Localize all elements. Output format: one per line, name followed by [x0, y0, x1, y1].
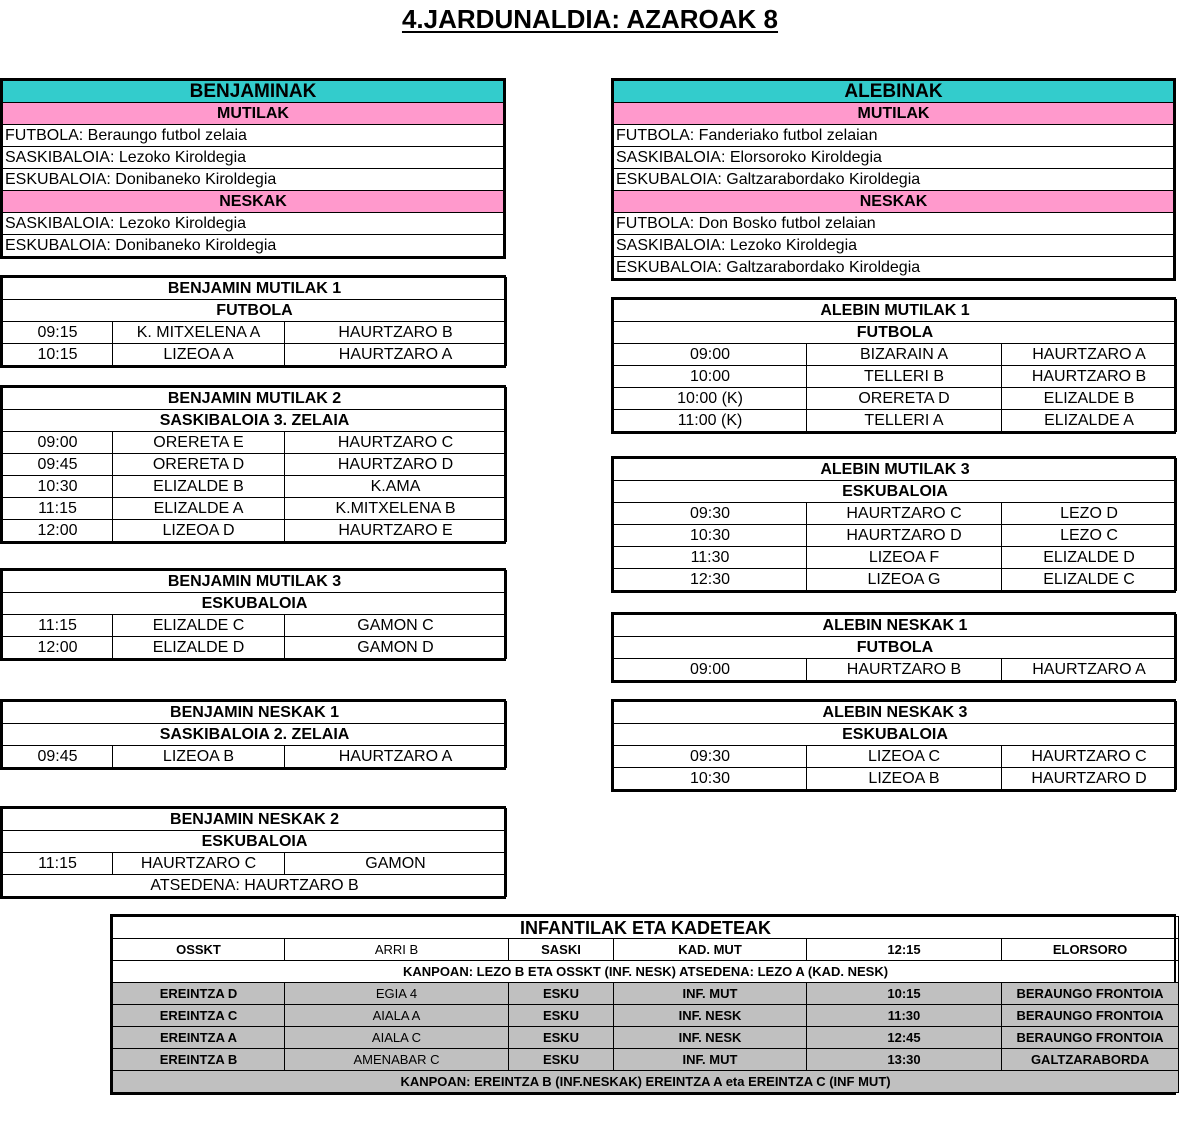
- match-cell: 11:30: [614, 547, 807, 569]
- inf-cell: SASKI: [509, 939, 614, 961]
- match-cell: GAMON: [285, 853, 507, 875]
- inf-cell: EREINTZA A: [113, 1027, 285, 1049]
- table-row: [3, 637, 507, 659]
- match-cell: K. MITXELENA A: [113, 322, 285, 344]
- venue-row: SASKIBALOIA: Elorsoroko Kiroldegia: [614, 147, 1174, 169]
- table-row: [614, 569, 1177, 591]
- venue-row: FUTBOLA: Beraungo futbol zelaia: [3, 125, 504, 147]
- group-benjamin-mutilak-3: [0, 568, 506, 661]
- alebinak-neskak-label: NESKAK: [614, 191, 1174, 213]
- match-cell: HAURTZARO B: [807, 659, 1002, 681]
- group-sport: FUTBOLA: [614, 637, 1177, 659]
- group-note: ATSEDENA: HAURTZARO B: [3, 875, 507, 897]
- infantilak-header-row: [113, 939, 1179, 961]
- match-cell: 11:15: [3, 853, 113, 875]
- match-cell: ELIZALDE B: [1002, 388, 1177, 410]
- match-cell: 10:30: [614, 768, 807, 790]
- match-cell: HAURTZARO B: [1002, 366, 1177, 388]
- inf-cell: 11:30: [807, 1005, 1002, 1027]
- table-row: [3, 322, 507, 344]
- inf-cell: AIALA C: [285, 1027, 509, 1049]
- infantilak-note-2: KANPOAN: EREINTZA B (INF.NESKAK) EREINTZA A eta EREINTZA C (INF MUT): [113, 1071, 1179, 1093]
- match-cell: LIZEOA F: [807, 547, 1002, 569]
- table-row: [3, 454, 507, 476]
- group-alebin-neskak-3: [611, 699, 1176, 792]
- table-row: [614, 768, 1177, 790]
- group-alebin-mutilak-3: [611, 456, 1176, 593]
- match-cell: LIZEOA A: [113, 344, 285, 366]
- table-row: [3, 615, 507, 637]
- alebinak-header: ALEBINAK: [614, 81, 1174, 103]
- match-cell: 10:00: [614, 366, 807, 388]
- match-cell: HAURTZARO C: [285, 432, 507, 454]
- table-row: [614, 503, 1177, 525]
- infantilak-note-1: KANPOAN: LEZO B ETA OSSKT (INF. NESK) ATSEDENA: LEZO A (KAD. NESK): [113, 961, 1179, 983]
- group-title: BENJAMIN MUTILAK 2: [3, 388, 507, 410]
- group-sport: FUTBOLA: [3, 300, 507, 322]
- benjaminak-neskak-label: NESKAK: [3, 191, 504, 213]
- table-row: [614, 659, 1177, 681]
- inf-cell: 12:15: [807, 939, 1002, 961]
- alebinak-venues: [611, 78, 1176, 281]
- match-cell: LIZEOA B: [807, 768, 1002, 790]
- group-sport: ESKUBALOIA: [3, 831, 507, 853]
- inf-cell: INF. MUT: [614, 983, 807, 1005]
- match-cell: HAURTZARO E: [285, 520, 507, 542]
- match-cell: ELIZALDE D: [113, 637, 285, 659]
- table-row: [3, 498, 507, 520]
- inf-cell: EGIA 4: [285, 983, 509, 1005]
- match-cell: HAURTZARO B: [285, 322, 507, 344]
- table-row: [113, 1049, 1179, 1071]
- match-cell: LEZO D: [1002, 503, 1177, 525]
- venue-row: SASKIBALOIA: Lezoko Kiroldegia: [3, 147, 504, 169]
- group-title: BENJAMIN NESKAK 1: [3, 702, 507, 724]
- match-cell: ORERETA D: [807, 388, 1002, 410]
- table-row: [3, 853, 507, 875]
- benjaminak-mutilak-label: MUTILAK: [3, 103, 504, 125]
- match-cell: HAURTZARO A: [1002, 659, 1177, 681]
- match-cell: 10:30: [614, 525, 807, 547]
- table-row: [614, 746, 1177, 768]
- inf-cell: BERAUNGO FRONTOIA: [1002, 1005, 1179, 1027]
- match-cell: 09:00: [614, 659, 807, 681]
- venue-row: SASKIBALOIA: Lezoko Kiroldegia: [614, 235, 1174, 257]
- group-sport: SASKIBALOIA 2. ZELAIA: [3, 724, 507, 746]
- table-row: [614, 410, 1177, 432]
- inf-cell: ESKU: [509, 983, 614, 1005]
- inf-cell: 13:30: [807, 1049, 1002, 1071]
- match-cell: 10:00 (K): [614, 388, 807, 410]
- group-sport: ESKUBALOIA: [3, 593, 507, 615]
- group-title: BENJAMIN MUTILAK 3: [3, 571, 507, 593]
- group-title: ALEBIN MUTILAK 1: [614, 300, 1177, 322]
- inf-cell: INF. NESK: [614, 1027, 807, 1049]
- match-cell: LIZEOA G: [807, 569, 1002, 591]
- inf-cell: GALTZARABORDA: [1002, 1049, 1179, 1071]
- match-cell: 10:15: [3, 344, 113, 366]
- match-cell: 10:30: [3, 476, 113, 498]
- group-sport: FUTBOLA: [614, 322, 1177, 344]
- match-cell: LIZEOA D: [113, 520, 285, 542]
- match-cell: 11:15: [3, 615, 113, 637]
- match-cell: LIZEOA C: [807, 746, 1002, 768]
- infantilak-table: [110, 914, 1176, 1095]
- match-cell: 12:00: [3, 637, 113, 659]
- match-cell: TELLERI B: [807, 366, 1002, 388]
- alebinak-mutilak-label: MUTILAK: [614, 103, 1174, 125]
- table-row: [614, 366, 1177, 388]
- group-benjamin-neskak-1: [0, 699, 506, 770]
- inf-cell: 10:15: [807, 983, 1002, 1005]
- inf-cell: ESKU: [509, 1027, 614, 1049]
- inf-cell: BERAUNGO FRONTOIA: [1002, 983, 1179, 1005]
- match-cell: HAURTZARO D: [285, 454, 507, 476]
- match-cell: ORERETA E: [113, 432, 285, 454]
- infantilak-title: INFANTILAK ETA KADETEAK: [113, 917, 1179, 939]
- inf-cell: AMENABAR C: [285, 1049, 509, 1071]
- table-row: [113, 1005, 1179, 1027]
- group-alebin-neskak-1: [611, 612, 1176, 683]
- match-cell: ELIZALDE C: [113, 615, 285, 637]
- match-cell: K.AMA: [285, 476, 507, 498]
- table-row: [3, 520, 507, 542]
- venue-row: SASKIBALOIA: Lezoko Kiroldegia: [3, 213, 504, 235]
- match-cell: 09:30: [614, 746, 807, 768]
- inf-cell: BERAUNGO FRONTOIA: [1002, 1027, 1179, 1049]
- venue-row: ESKUBALOIA: Galtzarabordako Kiroldegia: [614, 169, 1174, 191]
- group-sport: ESKUBALOIA: [614, 724, 1177, 746]
- inf-cell: KAD. MUT: [614, 939, 807, 961]
- table-row: [3, 344, 507, 366]
- match-cell: HAURTZARO C: [1002, 746, 1177, 768]
- group-alebin-mutilak-1: [611, 297, 1176, 434]
- page-title: 4.JARDUNALDIA: AZAROAK 8: [401, 4, 779, 34]
- benjaminak-venues: [0, 78, 506, 259]
- group-benjamin-neskak-2: [0, 806, 506, 899]
- match-cell: GAMON C: [285, 615, 507, 637]
- table-row: [113, 983, 1179, 1005]
- inf-cell: INF. MUT: [614, 1049, 807, 1071]
- match-cell: 09:45: [3, 454, 113, 476]
- match-cell: ELIZALDE C: [1002, 569, 1177, 591]
- match-cell: 09:30: [614, 503, 807, 525]
- venue-row: ESKUBALOIA: Donibaneko Kiroldegia: [3, 235, 504, 257]
- inf-cell: AIALA A: [285, 1005, 509, 1027]
- match-cell: ELIZALDE B: [113, 476, 285, 498]
- match-cell: ELIZALDE D: [1002, 547, 1177, 569]
- match-cell: HAURTZARO D: [807, 525, 1002, 547]
- table-row: [3, 432, 507, 454]
- table-row: [614, 547, 1177, 569]
- match-cell: GAMON D: [285, 637, 507, 659]
- table-row: [614, 344, 1177, 366]
- match-cell: ELIZALDE A: [113, 498, 285, 520]
- match-cell: HAURTZARO D: [1002, 768, 1177, 790]
- table-row: [614, 525, 1177, 547]
- match-cell: 11:00 (K): [614, 410, 807, 432]
- match-cell: HAURTZARO C: [113, 853, 285, 875]
- group-benjamin-mutilak-1: [0, 275, 506, 368]
- group-sport: ESKUBALOIA: [614, 481, 1177, 503]
- table-row: [3, 476, 507, 498]
- match-cell: LIZEOA B: [113, 746, 285, 768]
- inf-cell: EREINTZA D: [113, 983, 285, 1005]
- table-row: [113, 1027, 1179, 1049]
- match-cell: BIZARAIN A: [807, 344, 1002, 366]
- inf-cell: 12:45: [807, 1027, 1002, 1049]
- inf-cell: EREINTZA C: [113, 1005, 285, 1027]
- match-cell: TELLERI A: [807, 410, 1002, 432]
- match-cell: 09:15: [3, 322, 113, 344]
- group-sport: SASKIBALOIA 3. ZELAIA: [3, 410, 507, 432]
- group-title: ALEBIN MUTILAK 3: [614, 459, 1177, 481]
- match-cell: LEZO C: [1002, 525, 1177, 547]
- match-cell: HAURTZARO A: [1002, 344, 1177, 366]
- table-row: [3, 746, 507, 768]
- match-cell: K.MITXELENA B: [285, 498, 507, 520]
- match-cell: HAURTZARO A: [285, 746, 507, 768]
- inf-cell: ESKU: [509, 1049, 614, 1071]
- group-title: ALEBIN NESKAK 1: [614, 615, 1177, 637]
- match-cell: 09:45: [3, 746, 113, 768]
- inf-cell: EREINTZA B: [113, 1049, 285, 1071]
- inf-cell: ESKU: [509, 1005, 614, 1027]
- match-cell: 09:00: [3, 432, 113, 454]
- group-title: BENJAMIN NESKAK 2: [3, 809, 507, 831]
- inf-cell: INF. NESK: [614, 1005, 807, 1027]
- match-cell: HAURTZARO C: [807, 503, 1002, 525]
- match-cell: 12:30: [614, 569, 807, 591]
- venue-row: ESKUBALOIA: Galtzarabordako Kiroldegia: [614, 257, 1174, 279]
- match-cell: 12:00: [3, 520, 113, 542]
- inf-cell: OSSKT: [113, 939, 285, 961]
- group-benjamin-mutilak-2: [0, 385, 506, 544]
- match-cell: 09:00: [614, 344, 807, 366]
- inf-cell: ELORSORO: [1002, 939, 1179, 961]
- match-cell: HAURTZARO A: [285, 344, 507, 366]
- venue-row: FUTBOLA: Fanderiako futbol zelaian: [614, 125, 1174, 147]
- match-cell: ELIZALDE A: [1002, 410, 1177, 432]
- match-cell: ORERETA D: [113, 454, 285, 476]
- venue-row: ESKUBALOIA: Donibaneko Kiroldegia: [3, 169, 504, 191]
- venue-row: FUTBOLA: Don Bosko futbol zelaian: [614, 213, 1174, 235]
- inf-cell: ARRI B: [285, 939, 509, 961]
- match-cell: 11:15: [3, 498, 113, 520]
- table-row: [614, 388, 1177, 410]
- group-title: BENJAMIN MUTILAK 1: [3, 278, 507, 300]
- group-title: ALEBIN NESKAK 3: [614, 702, 1177, 724]
- benjaminak-header: BENJAMINAK: [3, 81, 504, 103]
